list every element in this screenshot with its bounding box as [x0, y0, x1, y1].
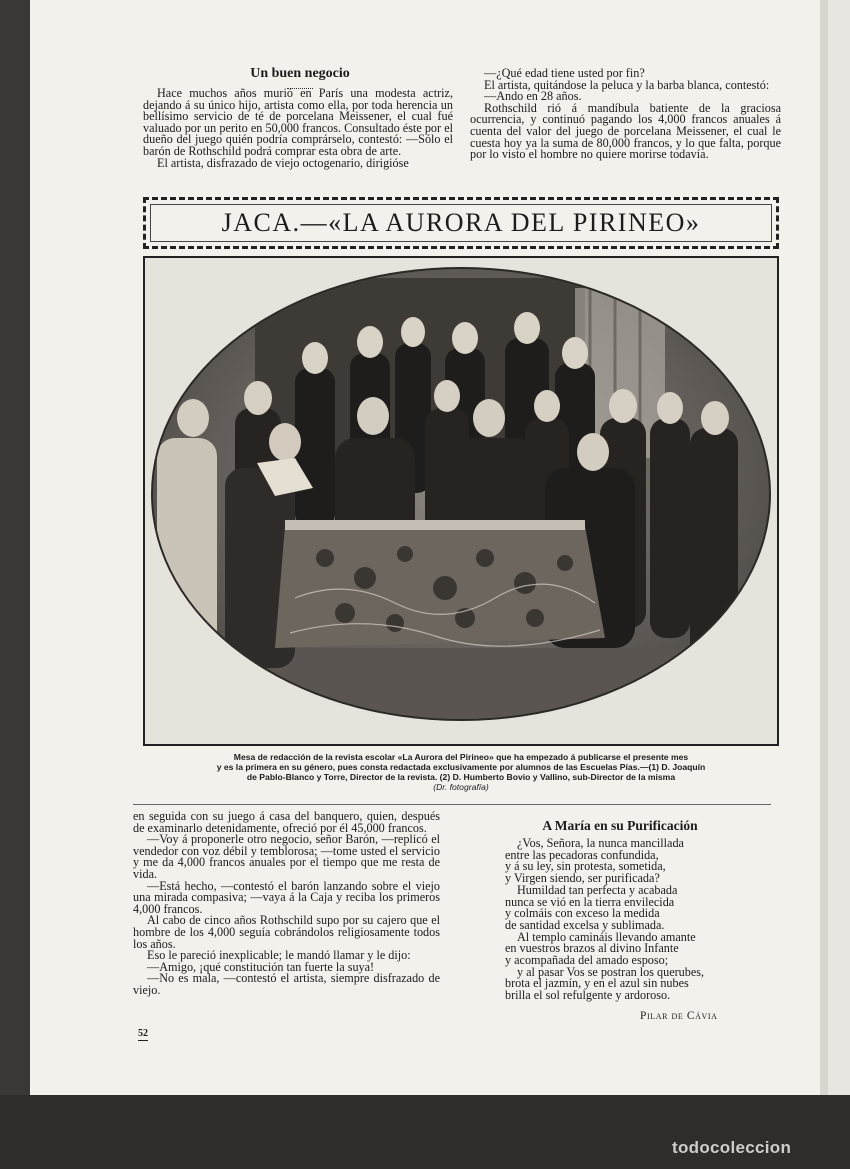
site-watermark: todocoleccion	[672, 1138, 792, 1157]
article-paragraph: —Está hecho, —contestó el barón lanzando sobre el viejo una mirada compasiva; —vaya á la Caja y reciba los primeros 4,000 francos.	[133, 878, 440, 916]
group-photo	[143, 256, 779, 746]
poem-line: y á su ley, sin protesta, sometida,	[505, 859, 666, 874]
poem-line: y al pasar Vos se postran los querubes,	[517, 964, 705, 979]
photo-caption	[143, 752, 779, 792]
poem-line: Al templo camináis llevando amante	[517, 929, 696, 944]
article-paragraph: —Ando en 28 años.	[484, 89, 582, 104]
poem-line: brota el jazmín, y en el azul sin nubes	[505, 976, 689, 991]
article-paragraph: Al cabo de cinco años Rothschild supo por su cajero que el hombre de los 4,000 seguía cobrándolos religiosamente todos los años.	[133, 913, 440, 951]
article-paragraph: El artista, quitándose la peluca y la barba blanca, contestó:	[484, 77, 770, 92]
page-edge	[828, 0, 850, 1095]
article-paragraph: Hace muchos años murió en París una modesta actriz, dejando á su único hijo, artista como ella, por toda herencia un bellísimo servicio de té de porcelana Meissener, el cual fué valuado por un perito en 50,000 francos. Consultado éste por el dueño del juego quién podría comprárselo, contestó: —Sólo el barón de Rothschild podrá comprar esta obra de arte.	[143, 86, 453, 158]
caption-line: Mesa de redacción de la revista escolar «La Aurora del Pirineo» que ha empezado á publicarse el presente mes	[233, 752, 689, 762]
section-banner	[143, 197, 779, 249]
article-paragraph: —Amigo, ¡qué constitución tan fuerte la suya!	[147, 959, 375, 974]
article-paragraph: en seguida con su juego á casa del banquero, quien, después de examinarlo detenidamente, ofreció por él 45,000 francos.	[133, 809, 440, 835]
poem-line: y acompañada del amado esposo;	[505, 953, 669, 968]
article-paragraph: Rothschild rió á mandíbula batiente de la graciosa ocurrencia, y continuó pagando los 4,000 francos anuales á cuenta del valor del juego de porcelana Meissener, el cual le cuesta hoy ya la suma de 80,000 francos, y lo que falta, porque por lo visto el hombre no quiere morirse todavía.	[470, 100, 781, 162]
article-continuation-column	[133, 811, 440, 997]
poem-line: y Virgen siendo, ser purificada?	[505, 871, 660, 886]
caption-line: y es la primera en su género, pues consta redactada exclusivamente por alumnos de las Escuelas Pías.—(1) D. Joaquín	[216, 762, 706, 772]
caption-line: de Pablo-Blanco y Torre, Director de la revista. (2) D. Humberto Bovio y Vallino, sub-Director de la misma	[246, 772, 676, 782]
poem-body	[505, 838, 765, 1002]
article-right-column	[470, 68, 781, 161]
article-paragraph: El artista, disfrazado de viejo octogenario, dirigióse	[157, 155, 409, 170]
article-paragraph: Eso le pareció inexplicable; le mandó llamar y le dijo:	[147, 948, 411, 963]
poem-title: A María en su Purificación	[542, 818, 698, 833]
poem-line: en vuestros brazos al divino Infante	[505, 941, 679, 956]
article-title: Un buen negocio	[250, 66, 350, 81]
article-left-column	[143, 88, 453, 169]
poem-author: Pilar de Cávia	[640, 1010, 718, 1022]
article-paragraph: —¿Qué edad tiene usted por fin?	[484, 66, 645, 80]
poem-line: entre las pecadoras confundida,	[505, 847, 659, 862]
poem-line: nunca se vió en la tierra envilecida	[505, 894, 675, 909]
section-divider	[133, 804, 771, 805]
page-fold	[820, 0, 828, 1095]
banner-title: JACA.—«LA AURORA DEL PIRINEO»	[221, 208, 701, 237]
group-portrait-photo-icon	[145, 258, 777, 744]
photo-credit: (Dr. fotografía)	[433, 782, 489, 792]
poem-line: ¿Vos, Señora, la nunca mancillada	[517, 836, 684, 850]
poem-line: brilla el sol refulgente y ardoroso.	[505, 988, 671, 1003]
article-paragraph: —No es mala, —contestó el artista, siempre disfrazado de viejo.	[133, 971, 440, 997]
poem-line: de santidad excelsa y sublimada.	[505, 917, 665, 932]
page-number: 52	[138, 1028, 148, 1039]
article-paragraph: —Voy á proponerle otro negocio, señor Barón, —replicó el vendedor con voz débil y temblorosa; —tome usted el servicio y me da 4,000 francos anuales por el tiempo que me resta de vida.	[133, 832, 440, 881]
poem-line: y colmáis con exceso la medida	[505, 906, 660, 921]
poem-line: Humildad tan perfecta y acabada	[517, 882, 678, 897]
